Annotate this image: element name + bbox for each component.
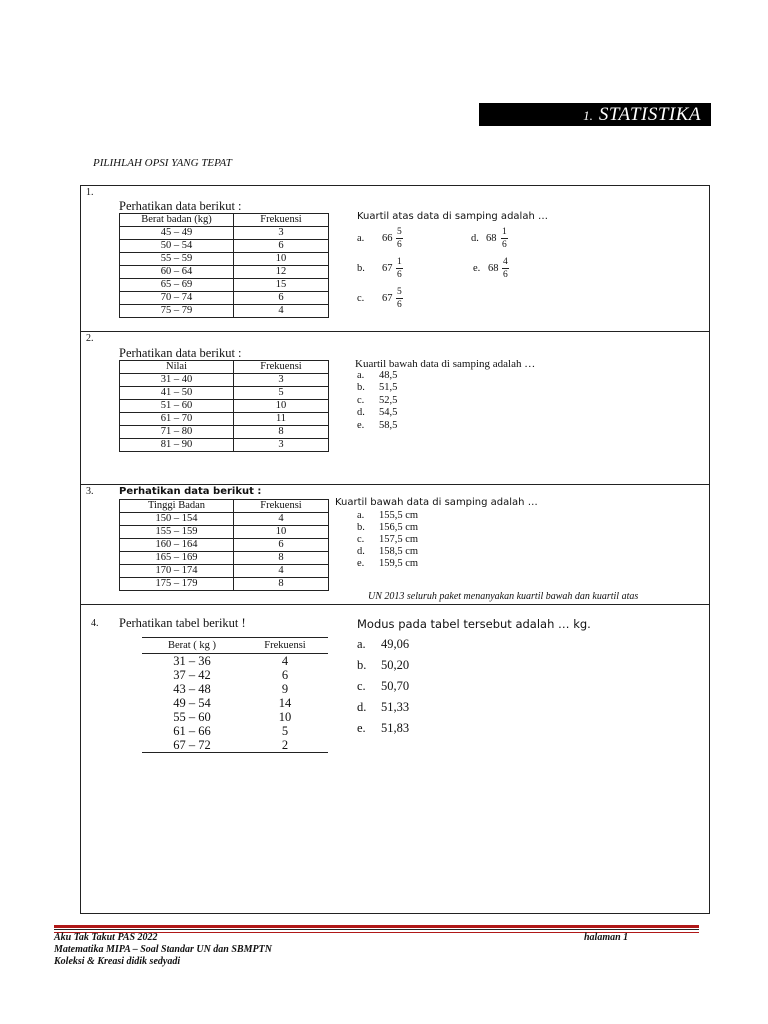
option-letter: e. (357, 721, 366, 735)
chapter-number: 1. (583, 108, 593, 123)
table-cell: 11 (234, 413, 329, 426)
question-intro: Perhatikan data berikut : (119, 346, 242, 360)
footer-title: Aku Tak Takut PAS 2022 (54, 932, 158, 943)
question-number: 1. (86, 187, 94, 198)
table-cell: 4 (234, 513, 329, 526)
option-text: 159,5 cm (379, 558, 419, 569)
table-cell: 5 (234, 387, 329, 400)
table-row (120, 305, 329, 318)
option-letter: c. (357, 534, 365, 545)
option-text: 58,5 (379, 420, 398, 431)
question-prompt: Kuartil bawah data di samping adalah … (355, 358, 536, 370)
table-cell: 31 – 40 (120, 374, 234, 387)
option-b (357, 658, 409, 673)
table-row (142, 696, 328, 710)
table-cell: 31 – 36 (173, 654, 211, 668)
option-letter: b. (357, 522, 365, 533)
option-letter: e. (357, 420, 365, 431)
option-a (357, 637, 409, 652)
option-d (357, 700, 409, 715)
table-row (120, 526, 329, 539)
table-cell: 3 (234, 227, 329, 240)
table-row (120, 578, 329, 591)
table-cell: 61 – 66 (173, 724, 211, 738)
option-e (357, 721, 409, 736)
option-text: 48,5 (379, 370, 398, 381)
option-fraction (501, 227, 508, 250)
chapter-title: STATISTIKA (598, 104, 701, 125)
table-row (120, 292, 329, 305)
option-e (357, 420, 397, 431)
fraction-numerator: 1 (397, 257, 402, 267)
table-cell: 10 (234, 253, 329, 266)
table-cell: 10 (234, 400, 329, 413)
option-d (357, 546, 418, 557)
option-text: 51,5 (379, 382, 398, 393)
option-text: 158,5 cm (379, 546, 419, 557)
option-letter: b. (357, 382, 365, 393)
exam-note: UN 2013 seluruh paket menanyakan kuartil bawah dan kuartil atas (368, 591, 639, 602)
option-letter: d. (357, 700, 367, 714)
fraction-numerator: 4 (503, 257, 508, 267)
table-cell: 4 (281, 654, 289, 668)
table-cell: 81 – 90 (120, 439, 234, 452)
table-row (120, 227, 329, 240)
option-fraction (396, 287, 403, 310)
table-row (142, 738, 328, 753)
option-letter: a. (357, 233, 365, 244)
table-row (142, 682, 328, 696)
option-whole: 67 (382, 263, 393, 274)
table-cell: 15 (234, 279, 329, 292)
option-c (357, 679, 409, 694)
table-cell: 6 (234, 240, 329, 253)
fraction-numerator: 5 (397, 287, 402, 297)
table-row (120, 387, 329, 400)
option-text: 52,5 (379, 395, 398, 406)
option-text: 50,70 (381, 679, 410, 693)
table-cell: 75 – 79 (120, 305, 234, 318)
question-number: 4. (91, 618, 99, 629)
table-cell: 170 – 174 (120, 565, 234, 578)
table-cell: 175 – 179 (120, 578, 234, 591)
separator-3 (80, 604, 710, 605)
option-fraction (502, 257, 509, 280)
fraction-denominator: 6 (397, 300, 402, 310)
column-header: Berat badan (kg) (120, 214, 234, 227)
table-cell: 160 – 164 (120, 539, 234, 552)
table-cell: 37 – 42 (173, 668, 211, 682)
column-header: Tinggi Badan (120, 500, 234, 513)
table-cell: 70 – 74 (120, 292, 234, 305)
option-fraction (396, 257, 403, 280)
table-cell: 3 (234, 374, 329, 387)
table-cell: 150 – 154 (120, 513, 234, 526)
table-cell: 8 (234, 426, 329, 439)
table-row (120, 426, 329, 439)
separator-2 (80, 484, 710, 485)
fraction-denominator: 6 (502, 240, 507, 250)
data-table (119, 213, 329, 318)
table-cell: 49 – 54 (173, 696, 211, 710)
table-cell: 12 (234, 266, 329, 279)
option-letter: d. (357, 407, 365, 418)
table-row (120, 266, 329, 279)
table-row (120, 513, 329, 526)
question-intro: Perhatikan data berikut : (119, 486, 262, 497)
fraction-denominator: 6 (503, 270, 508, 280)
question-prompt: Modus pada tabel tersebut adalah … kg. (357, 617, 591, 631)
option-letter: c. (357, 395, 365, 406)
table-cell: 50 – 54 (120, 240, 234, 253)
table-row (120, 565, 329, 578)
option-letter: c. (357, 679, 366, 693)
option-letter: b. (357, 263, 365, 274)
option-letter: a. (357, 510, 365, 521)
option-text: 156,5 cm (379, 522, 419, 533)
fraction-denominator: 6 (397, 240, 402, 250)
footer-rule (54, 925, 699, 928)
table-cell: 10 (234, 526, 329, 539)
table-cell: 71 – 80 (120, 426, 234, 439)
table-cell: 41 – 50 (120, 387, 234, 400)
table-row (142, 654, 328, 669)
option-c (357, 293, 379, 304)
column-header: Frekuensi (234, 500, 329, 513)
fraction-numerator: 5 (397, 227, 402, 237)
table-row (120, 374, 329, 387)
table-cell: 6 (234, 292, 329, 305)
option-b (357, 522, 418, 533)
column-header: Berat ( kg ) (142, 638, 242, 654)
table-cell: 10 (278, 710, 292, 724)
table-cell: 43 – 48 (173, 682, 211, 696)
table-cell: 65 – 69 (120, 279, 234, 292)
fraction-numerator: 1 (502, 227, 507, 237)
question-prompt: Kuartil bawah data di samping adalah … (335, 497, 538, 508)
option-b (357, 263, 379, 274)
option-text: 157,5 cm (379, 534, 419, 545)
table-cell: 55 – 59 (120, 253, 234, 266)
option-letter: b. (357, 658, 367, 672)
option-text: 54,5 (379, 407, 398, 418)
data-table (119, 360, 329, 452)
footer-subtitle: Matematika MIPA – Soal Standar UN dan SBMPTN (54, 944, 272, 955)
column-header: Frekuensi (234, 361, 329, 374)
option-whole: 66 (382, 233, 393, 244)
chapter-title-bar (479, 103, 711, 126)
table-cell: 6 (234, 539, 329, 552)
table-row (142, 724, 328, 738)
fraction-denominator: 6 (397, 270, 402, 280)
option-text: 51,83 (381, 721, 410, 735)
table-cell: 60 – 64 (120, 266, 234, 279)
option-letter: c. (357, 293, 365, 304)
option-letter: d. (357, 546, 365, 557)
option-letter: a. (357, 637, 366, 651)
table-cell: 4 (234, 565, 329, 578)
table-row (120, 279, 329, 292)
instruction-text: PILIHLAH OPSI YANG TEPAT (93, 157, 232, 169)
option-a (357, 510, 418, 521)
separator-1 (80, 331, 710, 332)
table-cell: 9 (281, 682, 289, 696)
data-table (142, 637, 328, 753)
option-letter: a. (357, 370, 365, 381)
table-cell: 5 (281, 724, 289, 738)
option-letter: e. (473, 263, 481, 274)
option-text: 155,5 cm (379, 510, 419, 521)
data-table (119, 499, 329, 591)
option-letter: e. (357, 558, 365, 569)
question-intro: Perhatikan data berikut : (119, 199, 242, 213)
option-whole: 68 (486, 233, 497, 244)
option-whole: 68 (488, 263, 499, 274)
question-number: 2. (86, 333, 94, 344)
table-row (120, 253, 329, 266)
table-row (120, 552, 329, 565)
column-header: Frekuensi (234, 214, 329, 227)
table-cell: 61 – 70 (120, 413, 234, 426)
table-cell: 3 (234, 439, 329, 452)
option-text: 49,06 (381, 637, 410, 651)
table-cell: 45 – 49 (120, 227, 234, 240)
option-e (357, 558, 418, 569)
column-header: Nilai (120, 361, 234, 374)
option-c (357, 395, 397, 406)
question-intro: Perhatikan tabel berikut ! (119, 616, 246, 630)
column-header: Frekuensi (242, 638, 328, 654)
table-row (120, 400, 329, 413)
footer-rule (54, 929, 699, 930)
option-a (357, 233, 379, 244)
table-row (120, 413, 329, 426)
table-cell: 51 – 60 (120, 400, 234, 413)
option-fraction (396, 227, 403, 250)
table-cell: 4 (234, 305, 329, 318)
table-cell: 8 (234, 578, 329, 591)
table-cell: 155 – 159 (120, 526, 234, 539)
table-row (142, 710, 328, 724)
option-b (357, 382, 397, 393)
footer-credit: Koleksi & Kreasi didik sedyadi (54, 956, 181, 967)
table-cell: 67 – 72 (142, 738, 242, 753)
question-number: 3. (86, 486, 94, 497)
option-c (357, 534, 418, 545)
option-text: 50,20 (381, 658, 410, 672)
option-d (357, 407, 397, 418)
option-a (357, 370, 397, 381)
table-cell: 6 (281, 668, 289, 682)
option-whole: 67 (382, 293, 393, 304)
table-cell: 8 (234, 552, 329, 565)
table-cell: 55 – 60 (173, 710, 211, 724)
table-cell: 14 (278, 696, 292, 710)
table-row (120, 539, 329, 552)
table-row (142, 668, 328, 682)
question-prompt: Kuartil atas data di samping adalah … (357, 211, 548, 222)
option-letter: d. (471, 233, 479, 244)
page-number: halaman 1 (584, 932, 629, 943)
table-row (120, 240, 329, 253)
option-text: 51,33 (381, 700, 410, 714)
table-cell: 165 – 169 (120, 552, 234, 565)
table-cell: 2 (242, 738, 328, 753)
table-row (120, 439, 329, 452)
